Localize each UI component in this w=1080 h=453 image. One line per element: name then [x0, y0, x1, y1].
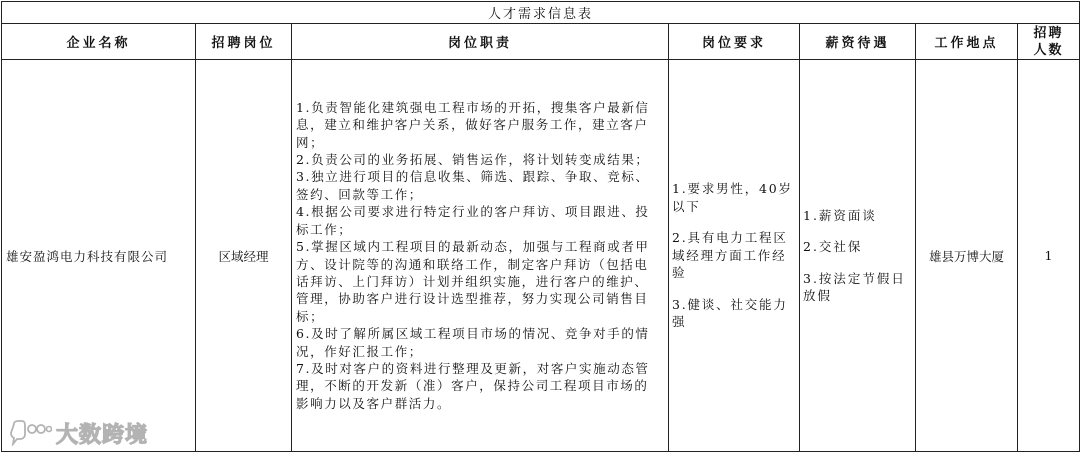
watermark-text: 大数跨境 [56, 422, 149, 448]
header-requirements: 岗位要求 [669, 24, 800, 60]
requirement-item: 1.要求男性，40岁以下 [672, 181, 793, 214]
salary-cell [800, 60, 916, 452]
table-row [2, 60, 1080, 452]
duties-line: 话拜访、上门拜访）计划并组织实施，进行客户的维护、 [296, 273, 649, 289]
header-headcount [1018, 24, 1080, 60]
header-headcount-line1: 招聘 [1033, 25, 1064, 41]
header-headcount-line2: 人数 [1033, 42, 1064, 58]
requirements-cell [669, 60, 800, 452]
duties-line: 2.负责公司的业务拓展、销售运作，将计划转变成结果； [296, 152, 650, 168]
duties-line: 影响力以及客户群活力。 [296, 395, 452, 411]
speech-bubble-logo-icon [8, 420, 52, 446]
header-position: 招聘岗位 [196, 24, 292, 60]
talent-demand-table [1, 1, 1080, 452]
duties-line: 7.及时对客户的资料进行整理及更新，对客户实施动态管 [296, 360, 650, 376]
work-location: 雄县万博大厦 [916, 60, 1018, 452]
header-row [2, 24, 1080, 60]
duties-line: 5.掌握区域内工程项目的最新动态，加强与工程商或者甲 [296, 239, 650, 255]
table-title: 人才需求信息表 [2, 2, 1080, 24]
header-duties: 岗位职责 [292, 24, 669, 60]
duties-line: 理，不断的开发新（准）客户，保持公司工程项目市场的 [296, 378, 649, 394]
salary-item: 3.按法定节假日放假 [803, 270, 906, 303]
watermark [8, 418, 148, 448]
duties-line: 息，建立和维护客户关系，做好客户服务工作，建立客户 [296, 117, 649, 133]
header-company: 企业名称 [2, 24, 196, 60]
duties-line: 1.负责智能化建筑强电工程市场的开拓，搜集客户最新信 [296, 99, 650, 115]
duties-line: 方、设计院等的沟通和联络工作，制定客户拜访（包括电 [296, 256, 649, 272]
header-location: 工作地点 [916, 24, 1018, 60]
company-name: 雄安盈鸿电力科技有限公司 [2, 60, 196, 452]
duties-line: 签约、回款等工作； [296, 186, 423, 202]
header-salary: 薪资待遇 [800, 24, 916, 60]
salary-item: 1.薪资面谈 [803, 207, 877, 223]
position-title: 区域经理 [196, 60, 292, 452]
headcount: 1 [1018, 60, 1080, 452]
duties-line: 3.独立进行项目的信息收集、筛选、跟踪、争取、竞标、 [296, 169, 650, 185]
duties-cell [292, 60, 669, 452]
requirement-item: 3.健谈、社交能力强 [672, 296, 788, 330]
duties-line: 况，作好汇报工作； [296, 343, 423, 359]
duties-line: 标工作； [296, 221, 353, 237]
duties-line: 4.根据公司要求进行特定行业的客户拜访、项目跟进、投 [296, 204, 650, 220]
salary-item: 2.交社保 [803, 239, 863, 254]
requirement-item: 2.具有电力工程区域经理方面工作经验 [672, 230, 788, 281]
duties-line: 网； [296, 134, 325, 150]
duties-line: 6.及时了解所属区域工程项目市场的情况、竞争对手的情 [296, 326, 650, 342]
duties-line: 管理，协助客户进行设计选型推荐，努力实现公司销售目 [296, 291, 649, 307]
duties-line: 标； [296, 308, 325, 324]
